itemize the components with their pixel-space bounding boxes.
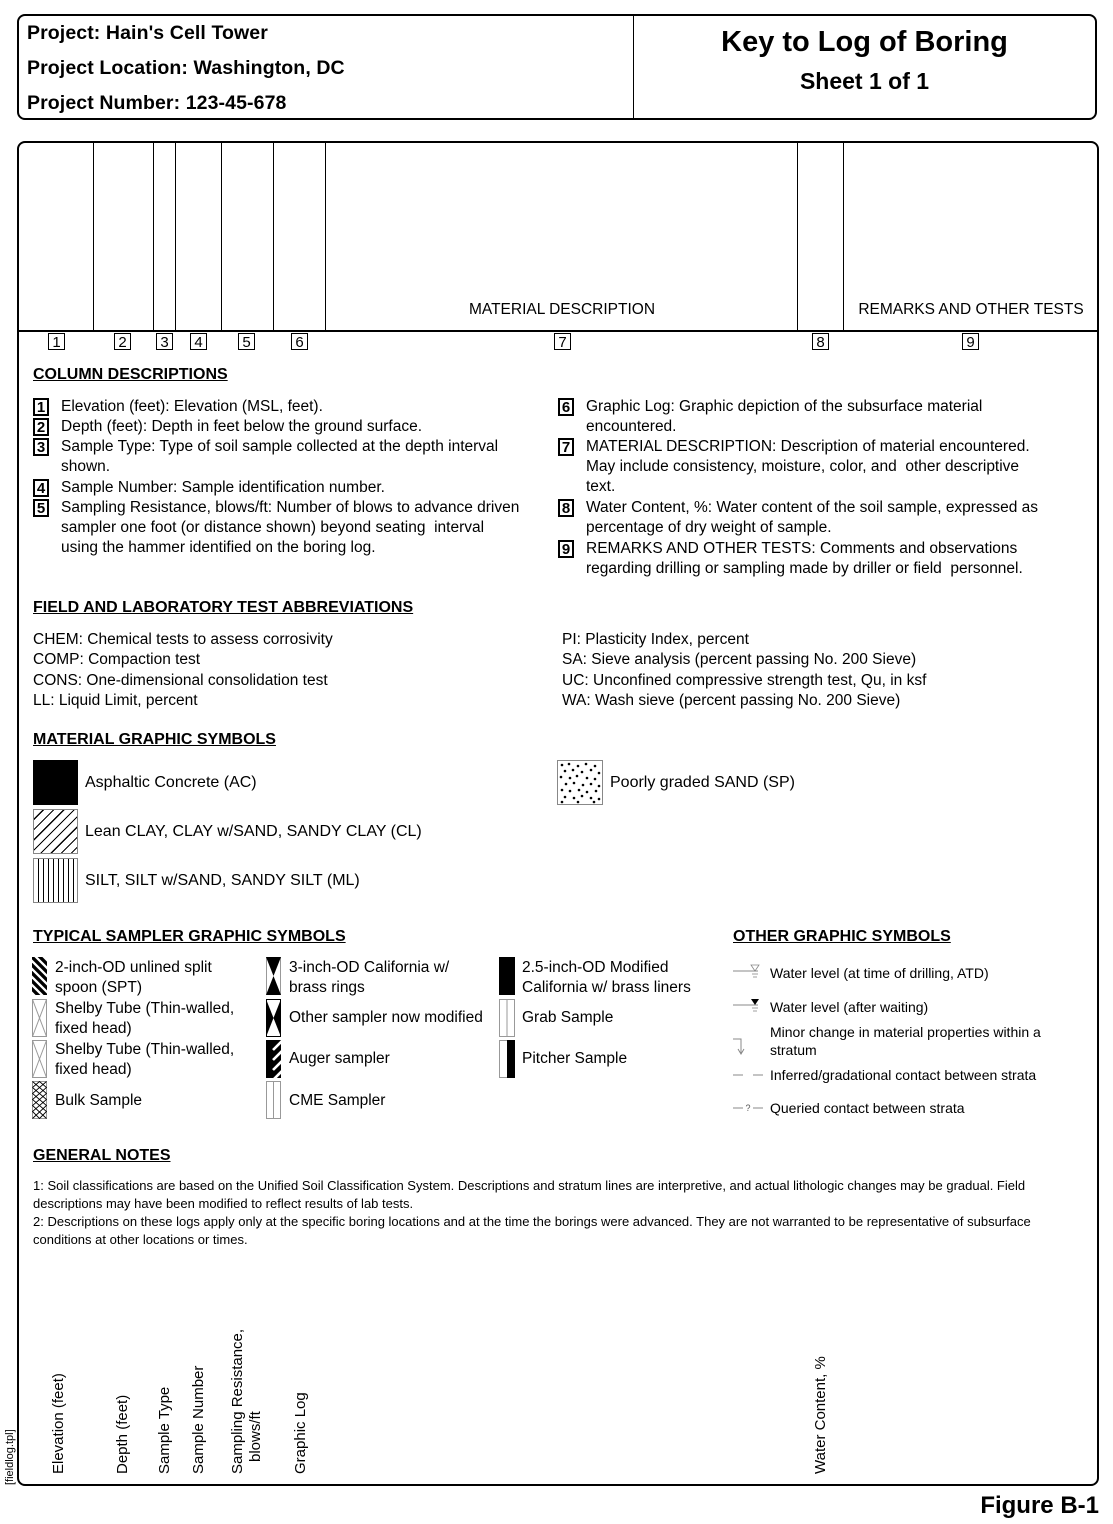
column-description-3: 3 Sample Type: Type of soil sample collected at the depth interval shown. [33, 437, 563, 478]
project-name: Project: Hain's Cell Tower [27, 22, 268, 44]
number-box: 7 [558, 438, 574, 456]
bulk-sample-icon [32, 1081, 47, 1119]
other-label-minor-change: Minor change in material properties within a stratum [770, 1024, 1041, 1058]
shelby-tube-icon [32, 999, 47, 1037]
number-box: 4 [33, 479, 49, 497]
column-description-5: 5 Sampling Resistance, blows/ft: Number of blows to advance driven sampler one foot (or distance shown) beyond seating interval using the hammer identified on the boring log. [33, 498, 563, 560]
column-number-7: 7 [554, 333, 571, 350]
number-box: 8 [558, 499, 574, 517]
column-number-8: 8 [812, 333, 829, 350]
water-level-after-icon [733, 997, 763, 1013]
abbreviation-cons: CONS: One-dimensional consolidation test [33, 672, 328, 689]
number-box: 3 [33, 438, 49, 456]
solid-black-swatch-icon [33, 760, 78, 805]
vertical-lines-swatch-icon [33, 858, 78, 903]
material-label-ac: Asphaltic Concrete (AC) [85, 774, 257, 791]
material-label-cl: Lean CLAY, CLAY w/SAND, SANDY CLAY (CL) [85, 823, 422, 840]
col-header-sample-type: Sample Type [156, 1386, 173, 1474]
auger-sampler-icon [266, 1040, 281, 1078]
cme-sampler-icon [266, 1081, 281, 1119]
sampler-label-california: 3-inch-OD California w/ brass rings [289, 959, 450, 997]
dotted-swatch-icon [557, 760, 603, 805]
spt-stripes-icon [32, 957, 47, 995]
header-bottom-rule [19, 330, 1097, 332]
other-label-queried-contact: Queried contact between strata [770, 1100, 965, 1116]
col-header-sampling-resistance: Sampling Resistance, [229, 1328, 246, 1474]
col-header-water-content: Water Content, % [812, 1356, 829, 1474]
column-number-9: 9 [962, 333, 979, 350]
number-box: 9 [558, 540, 574, 558]
col-header-sample-number: Sample Number [190, 1365, 207, 1474]
material-label-ml: SILT, SILT w/SAND, SANDY SILT (ML) [85, 872, 360, 889]
water-level-atd-icon [733, 963, 763, 979]
section-heading-general-notes: GENERAL NOTES [33, 1147, 171, 1164]
sampler-label-bulk: Bulk Sample [55, 1092, 143, 1109]
column-number-1: 1 [48, 333, 65, 350]
sampler-label-shelby-tube: Shelby Tube (Thin-walled, fixed head) [55, 1041, 235, 1079]
col-header-sampling-resistance-unit: blows/ft [247, 1411, 264, 1462]
inferred-contact-icon [733, 1067, 763, 1083]
sampler-label-pitcher: Pitcher Sample [522, 1050, 628, 1067]
column-divider [175, 143, 176, 330]
abbreviation-uc: UC: Unconfined compressive strength test, Qu, in ksf [562, 672, 927, 689]
abbreviation-sa: SA: Sieve analysis (percent passing No. 200 Sieve) [562, 651, 917, 668]
other-label-inferred-contact: Inferred/gradational contact between strata [770, 1067, 1037, 1083]
number-box: 5 [33, 499, 49, 517]
queried-contact-icon [733, 1100, 763, 1116]
column-divider [797, 143, 798, 330]
project-number: Project Number: 123-45-678 [27, 92, 287, 114]
column-number-5: 5 [238, 333, 255, 350]
sampler-label-cme: CME Sampler [289, 1092, 386, 1109]
column-number-6: 6 [291, 333, 308, 350]
section-heading-sampler-symbols: TYPICAL SAMPLER GRAPHIC SYMBOLS [33, 928, 346, 945]
template-name: [fieldlog.tpl] [4, 1429, 16, 1485]
general-note-1: 1: Soil classifications are based on the Unified Soil Classification System. Descriptions and stratum lines are interpretive, and actual lithologic changes may be gradual. Field descriptions may have been modified to reflect results of lab tests. [33, 1178, 1026, 1211]
abbreviation-pi: PI: Plasticity Index, percent [562, 631, 749, 648]
page-title: Key to Log of Boring [721, 26, 1008, 58]
abbreviation-chem: CHEM: Chemical tests to assess corrosivity [33, 631, 333, 648]
column-divider [93, 143, 94, 330]
number-box: 6 [558, 398, 574, 416]
svg-text:?: ? [745, 1103, 751, 1113]
column-number-4: 4 [190, 333, 207, 350]
number-box: 2 [33, 418, 49, 436]
column-divider [153, 143, 154, 330]
column-divider [221, 143, 222, 330]
diagonal-hatch-swatch-icon [33, 809, 78, 854]
sheet-number: Sheet 1 of 1 [799, 68, 930, 94]
col-header-graphic-log: Graphic Log [292, 1392, 309, 1474]
col-header-remarks: REMARKS AND OTHER TESTS [858, 301, 1084, 318]
section-heading-other-symbols: OTHER GRAPHIC SYMBOLS [733, 928, 951, 945]
main-log-frame [17, 141, 1099, 1486]
column-description-7: 7 MATERIAL DESCRIPTION: Description of material encountered. May include consistency, moisture, color, and other descriptive text. [558, 437, 1098, 499]
project-location: Project Location: Washington, DC [27, 57, 345, 79]
column-divider [843, 143, 844, 330]
number-box: 1 [33, 398, 49, 416]
abbreviation-comp: COMP: Compaction test [33, 651, 201, 668]
figure-number: Figure B-1 [980, 1492, 1099, 1519]
section-heading-abbreviations: FIELD AND LABORATORY TEST ABBREVIATIONS [33, 599, 414, 616]
abbreviation-ll: LL: Liquid Limit, percent [33, 692, 198, 709]
column-description-8: 8 Water Content, %: Water content of the soil sample, expressed as percentage of dry weight of sample. [558, 498, 1098, 539]
other-sampler-icon [266, 999, 281, 1037]
col-header-depth: Depth (feet) [114, 1394, 131, 1474]
sampler-label-modified-california: 2.5-inch-OD Modified California w/ brass liners [522, 959, 691, 997]
minor-change-icon [733, 1038, 749, 1056]
other-label-water-after: Water level (after waiting) [770, 999, 929, 1015]
sampler-label-other: Other sampler now modified [289, 1009, 483, 1026]
sampler-label-grab: Grab Sample [522, 1009, 614, 1026]
california-rings-icon [266, 957, 281, 995]
general-note-2: 2: Descriptions on these logs apply only at the specific boring locations and at the time the borings were advanced. They are not warranted to be representative of subsurface conditions at other locations or times. [33, 1214, 1031, 1247]
col-header-material-description: MATERIAL DESCRIPTION [468, 301, 656, 318]
column-divider [273, 143, 274, 330]
section-heading-column-descriptions: COLUMN DESCRIPTIONS [33, 366, 228, 383]
title-block [17, 14, 1097, 120]
section-heading-material-symbols: MATERIAL GRAPHIC SYMBOLS [33, 731, 276, 748]
sampler-label-auger: Auger sampler [289, 1050, 390, 1067]
shelby-tube-icon [32, 1040, 47, 1078]
pitcher-sample-icon [499, 1040, 515, 1078]
other-label-water-atd: Water level (at time of drilling, ATD) [770, 965, 989, 981]
grab-sample-icon [499, 999, 515, 1037]
column-description-9: 9 REMARKS AND OTHER TESTS: Comments and observations regarding drilling or sampling made by driller or field personnel. [558, 539, 1098, 580]
sampler-label-spt: 2-inch-OD unlined split spoon (SPT) [55, 959, 212, 997]
abbreviation-wa: WA: Wash sieve (percent passing No. 200 Sieve) [562, 692, 901, 709]
column-number-3: 3 [156, 333, 173, 350]
sampler-label-shelby-tube: Shelby Tube (Thin-walled, fixed head) [55, 1000, 235, 1038]
modified-california-icon [499, 957, 515, 995]
column-number-2: 2 [114, 333, 131, 350]
material-label-sp: Poorly graded SAND (SP) [610, 774, 795, 791]
col-header-elevation: Elevation (feet) [50, 1373, 67, 1474]
column-divider [325, 143, 326, 330]
column-description-6: 6 Graphic Log: Graphic depiction of the subsurface material encountered. [558, 397, 1098, 438]
